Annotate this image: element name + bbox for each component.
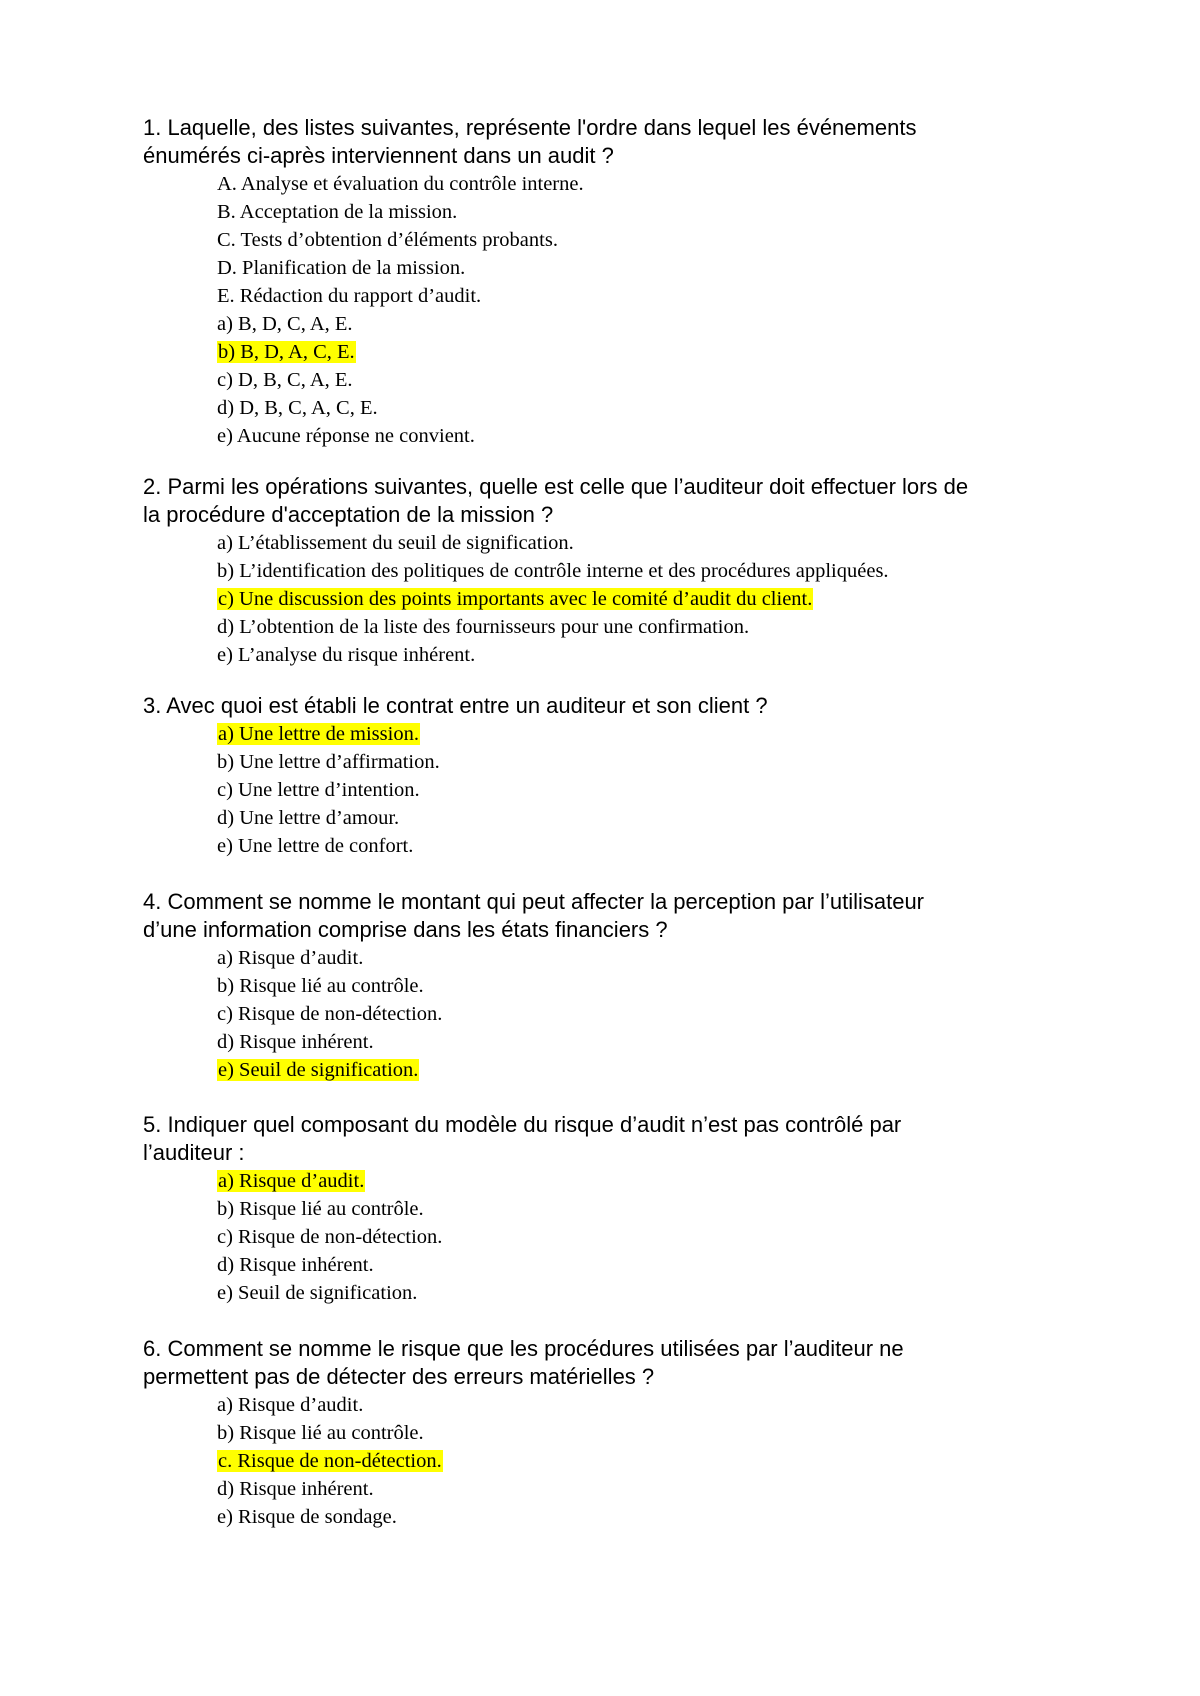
option-text: A. Analyse et évaluation du contrôle interne. [217, 173, 584, 195]
option-item [217, 748, 1103, 776]
option-text: C. Tests d’obtention d’éléments probants. [217, 229, 558, 251]
option-item-highlighted [217, 1056, 1103, 1084]
option-item [217, 557, 1103, 585]
option-item [217, 310, 1103, 338]
option-text: b) Risque lié au contrôle. [217, 1422, 424, 1444]
option-item-highlighted [217, 720, 1103, 748]
option-text: d) Risque inhérent. [217, 1478, 374, 1500]
option-text: b) Risque lié au contrôle. [217, 1198, 424, 1220]
option-text: e) Seuil de signification. [217, 1282, 418, 1304]
question-text-line: 5. Indiquer quel composant du modèle du risque d’audit n’est pas contrôlé par [143, 1112, 902, 1137]
question-text-line: 6. Comment se nomme le risque que les procédures utilisées par l’auditeur ne [143, 1336, 904, 1361]
option-item [217, 832, 1103, 860]
options-list [143, 170, 1103, 450]
option-text: c) Une lettre d’intention. [217, 779, 420, 801]
option-item [217, 529, 1103, 557]
highlighted-answer: a) Une lettre de mission. [218, 723, 419, 745]
option-item [217, 254, 1103, 282]
options-list [143, 1167, 1103, 1307]
option-item [217, 1223, 1103, 1251]
option-text: b) Une lettre d’affirmation. [217, 751, 440, 773]
option-item [217, 1028, 1103, 1056]
options-list [143, 720, 1103, 860]
highlighted-answer: c. Risque de non-détection. [218, 1450, 442, 1472]
option-item [217, 226, 1103, 254]
option-text: a) L’établissement du seuil de signification. [217, 532, 574, 554]
option-text: b) Risque lié au contrôle. [217, 975, 424, 997]
option-text: d) Risque inhérent. [217, 1254, 374, 1276]
option-item [217, 1475, 1103, 1503]
option-text: e) Risque de sondage. [217, 1506, 397, 1528]
option-item [217, 776, 1103, 804]
option-item [217, 1419, 1103, 1447]
question-text [143, 114, 1103, 170]
question-5 [143, 1111, 1103, 1307]
option-item-highlighted [217, 1447, 1103, 1475]
option-item [217, 1251, 1103, 1279]
option-text: c) Risque de non-détection. [217, 1226, 443, 1248]
option-text: B. Acceptation de la mission. [217, 201, 458, 223]
option-item [217, 1195, 1103, 1223]
option-text: a) Risque d’audit. [217, 1394, 364, 1416]
option-text: d) Risque inhérent. [217, 1031, 374, 1053]
question-text-line: énumérés ci-après interviennent dans un audit ? [143, 143, 614, 168]
question-text-line: 4. Comment se nomme le montant qui peut affecter la perception par l’utilisateur [143, 889, 924, 914]
question-text-line: 2. Parmi les opérations suivantes, quelle est celle que l’auditeur doit effectuer lors de [143, 474, 969, 499]
highlighted-answer: b) B, D, A, C, E. [218, 341, 355, 363]
option-item [217, 1279, 1103, 1307]
option-text: a) B, D, C, A, E. [217, 313, 353, 335]
option-text: e) L’analyse du risque inhérent. [217, 644, 476, 666]
highlighted-answer: e) Seuil de signification. [218, 1059, 419, 1081]
options-list [143, 529, 1103, 669]
option-item [217, 613, 1103, 641]
question-2 [143, 473, 1103, 669]
option-text: b) L’identification des politiques de contrôle interne et des procédures appliquées. [217, 560, 889, 582]
question-text-line: permettent pas de détecter des erreurs matérielles ? [143, 1364, 655, 1389]
highlighted-answer: a) Risque d’audit. [218, 1170, 365, 1192]
question-4 [143, 888, 1103, 1084]
option-text: d) D, B, C, A, C, E. [217, 397, 378, 419]
option-item [217, 804, 1103, 832]
option-item-highlighted [217, 585, 1103, 613]
option-item [217, 1000, 1103, 1028]
question-text-line: l’auditeur : [143, 1140, 245, 1165]
question-text-line: la procédure d'acceptation de la mission ? [143, 502, 554, 527]
option-item [217, 944, 1103, 972]
option-item [217, 641, 1103, 669]
highlighted-answer: c) Une discussion des points importants avec le comité d’audit du client. [218, 588, 813, 610]
option-text: d) Une lettre d’amour. [217, 807, 400, 829]
option-item [217, 972, 1103, 1000]
question-3 [143, 692, 1103, 860]
option-text: e) Aucune réponse ne convient. [217, 425, 475, 447]
option-item [217, 170, 1103, 198]
question-text [143, 888, 1103, 944]
option-item [217, 1391, 1103, 1419]
question-text-line: d’une information comprise dans les états financiers ? [143, 917, 668, 942]
question-text [143, 473, 1103, 529]
option-text: c) Risque de non-détection. [217, 1003, 443, 1025]
option-item [217, 282, 1103, 310]
option-item [217, 198, 1103, 226]
option-item-highlighted [217, 338, 1103, 366]
option-item [217, 366, 1103, 394]
question-text [143, 1111, 1103, 1167]
question-1 [143, 114, 1103, 450]
question-text-line: 3. Avec quoi est établi le contrat entre un auditeur et son client ? [143, 693, 768, 718]
option-text: E. Rédaction du rapport d’audit. [217, 285, 482, 307]
option-text: D. Planification de la mission. [217, 257, 466, 279]
option-item [217, 422, 1103, 450]
option-text: a) Risque d’audit. [217, 947, 364, 969]
options-list [143, 1391, 1103, 1531]
option-item [217, 1503, 1103, 1531]
options-list [143, 944, 1103, 1084]
question-text-line: 1. Laquelle, des listes suivantes, représente l'ordre dans lequel les événements [143, 115, 917, 140]
option-text: d) L’obtention de la liste des fournisseurs pour une confirmation. [217, 616, 750, 638]
option-item [217, 394, 1103, 422]
option-text: c) D, B, C, A, E. [217, 369, 353, 391]
question-text [143, 692, 1103, 720]
question-6 [143, 1335, 1103, 1531]
option-item-highlighted [217, 1167, 1103, 1195]
option-text: e) Une lettre de confort. [217, 835, 414, 857]
question-text [143, 1335, 1103, 1391]
